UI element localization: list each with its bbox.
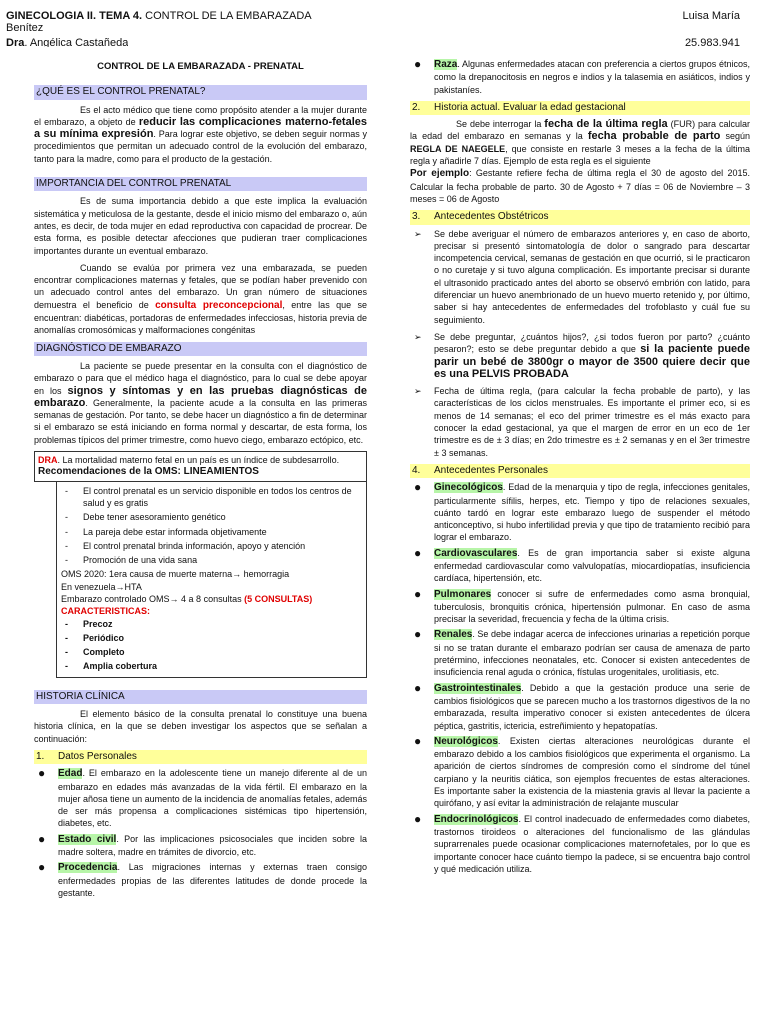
- list-item: - El control prenatal es un servicio disponible en todos los centros de salud y es gratis: [61, 485, 362, 510]
- caracteristicas-heading: CARACTERISTICAS:: [61, 606, 150, 617]
- subsection-heading: 3. Antecedentes Obstétricos: [410, 210, 750, 224]
- venezuela-line: En venezuela→HTA: [61, 581, 142, 592]
- subsection-heading: 2. Historia actual. Evaluar la edad gestacional: [410, 101, 750, 115]
- paragraph: Se debe interrogar la fecha de la última regla (FUR) para calcular la edad del embarazo en semanas y la fecha probable de parto según REGLA DE NAEGELE, que consiste en restarle 3 meses a la fecha de la última regla y añadirle 7 días. Ejemplo de esta regla es el siguiente: [410, 118, 751, 167]
- caracteristicas-list: [61, 618, 362, 673]
- note-text: DRA. La mortalidad materno fetal en un país es un índice de subdesarrollo.: [38, 455, 340, 466]
- bullet-icon: ●: [414, 586, 422, 601]
- list-item: - La pareja debe estar informada objetivamente: [61, 526, 362, 538]
- list-item: - Promoción de una vida sana: [61, 554, 362, 566]
- list-item: - Amplia cobertura: [61, 660, 362, 672]
- list-item: - El control prenatal brinda información, apoyo y atención: [61, 540, 362, 552]
- paragraph: Cuando se evalúa por primera vez una embarazada, se pueden encontrar complicaciones maternas y fetales, que se podían haber prevenido con un adecuado control antes del embarazo. Un gran número de situaciones demuestra el beneficio de consulta preconcepcional, entre las que se encuentran: diabéticas, portadoras de enfermedades infecciosas, historia previa de anomalías cromosómicas y malformaciones congénitas: [34, 262, 367, 336]
- list-item: ➢ Se debe averiguar el número de embarazos anteriores y, en caso de aborto, precisar si presentó sintomatología de dolor o sangrado para descartar incompetencia cervical, semanas de gestación en que ocurrió, si le practicaron o no curetaje y si tuvo alguna complicación. Es importante precisar si durante el ultrasonido practicado antes del aborto se observó embrión con latido, para diferenciar un huevo anembrionado de un huevo muerto retenido y, por último, saber si hay antecedentes de enfermedades del trofoblasto y cuál fue su seguimiento.: [414, 228, 750, 325]
- obstetric-list: [410, 228, 750, 459]
- note-box: [34, 451, 367, 482]
- oms-list: [61, 485, 362, 567]
- personal-data-list: [34, 767, 367, 899]
- paragraph: El elemento básico de la consulta prenatal lo constituye una buena historia clínica, en la que se deben investigar los aspectos que se señalan a continuación:: [34, 709, 367, 744]
- subsection-heading: 1. Datos Personales: [34, 750, 367, 764]
- bullet-icon: ●: [38, 860, 46, 875]
- arrow-bullet-icon: ➢: [414, 331, 422, 342]
- list-item: ● Raza. Algunas enfermedades atacan con preferencia a ciertos grupos étnicos, como la drepanocitosis en negros e indios y la talasemia en asiáticos, indios y pakistaníes.: [414, 57, 750, 95]
- header-author: Luisa María: [682, 10, 740, 22]
- right-column: [410, 58, 750, 878]
- left-column: [34, 58, 367, 902]
- oms-heading: Recomendaciones de la OMS: LINEAMIENTOS: [38, 466, 259, 478]
- list-item: - Periódico: [61, 632, 362, 644]
- list-item: - Completo: [61, 646, 362, 658]
- list-item: ● Neurológicos. Existen ciertas alteraciones neurológicas durante el embarazo debido a los cambios fisiológicos que experimenta el organismo. La aparición de ciertos síndromes de compresión como el síndrome del túnel carpiano y la neuritis ciática, son ejemplos frecuentes de estas alteraciones. Es importante saber la existencia de la miastenia gravis al llevar la paciente a quirófano, y así evitar la administración de relajante muscular: [414, 733, 750, 809]
- bullet-icon: ●: [414, 811, 422, 826]
- list-item: ➢ Fecha de última regla, (para calcular la fecha probable de parto), y las características de los ciclos menstruales. Es importante el primer eco, si es menos de 14 semanas; el eco del primer trimestre es el más exacto para conocer la edad gestacional, ya que el margen de error en un eco de 1er trimestre es de ± 3 días; en 2do trimestre es ± 2 semanas y en el 3er trimestre ± 3 semanas.: [414, 386, 750, 458]
- list-item: ● Edad. El embarazo en la adolescente tiene un manejo diferente al de un embarazo en edades más avanzadas de la vida fértil. El embarazo en la mujer añosa tiene un aumento de la incidencia de anomalías fetales, además de ser más propensa a complicaciones sistémicas tipo hipertensión, diabetes, etc.: [38, 766, 367, 829]
- bullet-icon: ●: [414, 57, 422, 71]
- header-title: GINECOLOGIA II. TEMA 4. CONTROL DE LA EMBARAZADA: [6, 10, 312, 22]
- bullet-icon: ●: [414, 480, 422, 495]
- bullet-icon: ●: [414, 627, 422, 642]
- list-item: ● Ginecológicos. Edad de la menarquia y tipo de regla, infecciones genitales, particularmente sífilis, herpes, etc. Tiempo y tipo de relaciones sexuales, cuánto tardó en lograr este embarazo luego de suspender el método anticonceptivo, si hubo infertilidad previa y que tipo de tratamiento recibió para lograr el embarazo.: [414, 480, 750, 543]
- personal-history-list: [410, 481, 750, 875]
- paragraph: La paciente se puede presentar en la consulta con el diagnóstico de embarazo o para que el médico haga el diagnóstico, para lo cual se debe apoyar en los signos y síntomas y en las pruebas diagnósticas de embarazo. Generalmente, la paciente acude a la consulta en las primeras semanas de gestación. Por tanto, se debe hacer un diagnóstico a fin de determinar si el embarazo se está iniciando en forma normal y descartar, de esta forma, los problemas típicos del primer trimestre, como huevo ciego, embarazo ectópico, etc.: [34, 360, 367, 445]
- list-item: ● Renales. Se debe indagar acerca de infecciones urinarias a repetición porque si no se tratan durante el embarazo podrían ser causa de amenaza de parto pretérmino, infecciones neonatales, etc. Conocer si existen antecedentes de insuficiencia renal aguda o crónica, fístulas urogenitales, urolitiasis, etc.: [414, 627, 750, 678]
- bullet-icon: ●: [38, 831, 46, 846]
- header-dra: Dra. Angélica Castañeda: [6, 37, 129, 47]
- subsection-heading: 4. Antecedentes Personales: [410, 464, 750, 478]
- list-item: - Precoz: [61, 618, 362, 630]
- list-item: ● Endocrinológicos. El control inadecuado de enfermedades como diabetes, trastornos tiroideos o alteraciones del funcionalismo de las glándulas suprarrenales puede ocasionar complicaciones maternofetales, por lo que es importante conocer hace cuánto tiempo la padece, si se encuentra bajo control y qué medicación utiliza.: [414, 811, 750, 874]
- list-item: ● Estado civil. Por las implicaciones psicosociales que inciden sobre la madre soltera, madre en trámites de divorcio, etc.: [38, 831, 368, 858]
- paragraph: Es de suma importancia debido a que este implica la evaluación sistemática y meticulosa de la gestante, desde el inicio mismo del embarazo o, aún antes, es decir, de toda mujer en edad reproductiva con capacidad de procrear. De esta forma, es posible detectar afecciones que pudieran traer complicaciones importantes durante un eventual embarazo.: [34, 196, 367, 256]
- arrow-bullet-icon: ➢: [414, 228, 422, 239]
- oms-box: [56, 482, 367, 678]
- list-item: ● Gastrointestinales. Debido a que la gestación produce una serie de cambios fisiológicos que se parecen mucho a los trastornos digestivos de la no embarazada, resulta imperativo conocer si existen antecedentes de úlcera péptica, gastritis, ictericia, estreñimiento y hepatopatías.: [414, 680, 750, 731]
- list-item: ● Cardiovasculares. Es de gran importancia saber si existe alguna enfermedad cardiovascular como valvulopatías, miocardiopatías, insuficiencia cardíaca, hipertensión, etc.: [414, 545, 750, 584]
- consultas-line: Embarazo controlado OMS→ 4 a 8 consultas (5 CONSULTAS): [61, 593, 313, 604]
- header-surname: Benítez: [6, 22, 44, 34]
- bullet-icon: ●: [414, 545, 422, 560]
- section-heading: HISTORIA CLÍNICA: [34, 690, 367, 704]
- paragraph: Es el acto médico que tiene como propósito atender a la mujer durante el embarazo, a objeto de reducir las complicaciones materno-fetales a su mínima expresión. Para lograr este objetivo, se deben seguir normas y procedimientos que permitan un adecuado control de la evolución del embarazo, tanto para la madre, como para el producto de la gestación.: [34, 104, 367, 164]
- list-item: ➢ Se debe preguntar, ¿cuántos hijos?, ¿si todos fueron por parto? ¿cuánto pesaron?; esto se debe preguntar debido a que si la paciente puede parir un bebé de 3800gr o mayor de 3500 quiere decir que es una PELVIS PROBADA: [414, 331, 750, 380]
- bullet-icon: ●: [38, 766, 46, 781]
- arrow-bullet-icon: ➢: [414, 386, 422, 397]
- page-header: [6, 6, 740, 46]
- bullet-icon: ●: [414, 733, 422, 748]
- document-title: CONTROL DE LA EMBARAZADA - PRENATAL: [97, 61, 304, 72]
- oms-2020-line: OMS 2020: 1era causa de muerte materna→ hemorragia: [61, 569, 290, 580]
- raza-list: [410, 58, 750, 96]
- list-item: ● Pulmonares conocer si sufre de enfermedades como asma bronquial, tuberculosis, bronquitis crónica, hipertensión pulmonar. En caso de asma precisar la severidad, frecuencia y fecha de la última crisis.: [414, 586, 750, 625]
- header-id: 25.983.941: [684, 37, 740, 47]
- list-item: - Debe tener asesoramiento genético: [61, 511, 362, 523]
- paragraph: Por ejemplo: Gestante refiere fecha de última regla el 30 de agosto del 2015. Calcular la fecha probable de parto. 30 de Agosto + 7 días = 06 de Noviembre – 3 meses = 06 de Agosto: [410, 168, 750, 204]
- section-heading: DIAGNÓSTICO DE EMBARAZO: [34, 342, 367, 356]
- section-heading: IMPORTANCIA DEL CONTROL PRENATAL: [34, 177, 367, 191]
- bullet-icon: ●: [414, 680, 422, 695]
- section-heading: ¿QUÉ ES EL CONTROL PRENATAL?: [34, 85, 367, 99]
- list-item: ● Procedencia. Las migraciones internas y externas traen consigo enfermedades propias de las diferentes latitudes de donde procede la gestante.: [38, 860, 367, 898]
